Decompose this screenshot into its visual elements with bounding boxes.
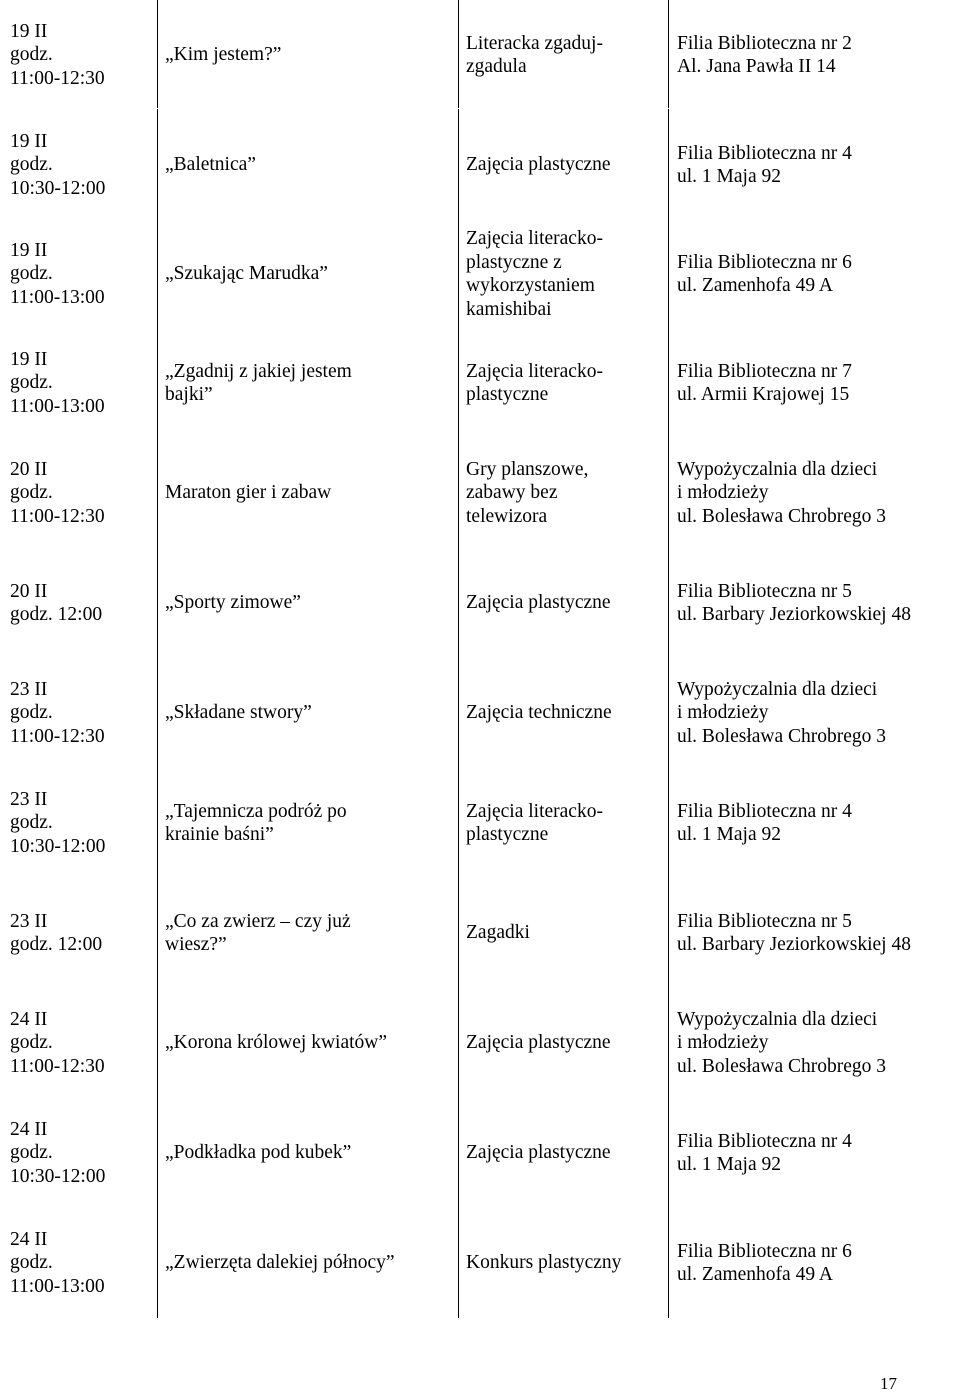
event-type-cell (466, 110, 666, 220)
event-title-line: „Sporty zimowe” (165, 592, 301, 614)
event-place-line: ul. Zamenhofa 49 A (677, 275, 833, 296)
time-line: 11:00-12:30 (10, 1055, 105, 1077)
date-line: 24 II (10, 1008, 48, 1030)
event-title-line: „Korona królowej kwiatów” (165, 1032, 388, 1054)
event-place-line: Filia Biblioteczna nr 5 (677, 580, 852, 602)
event-place-line: Filia Biblioteczna nr 4 (677, 1130, 852, 1152)
event-place-line: Filia Biblioteczna nr 5 (677, 910, 852, 932)
time-line: 11:00-13:00 (10, 395, 105, 417)
event-title-line: „Zwierzęta dalekiej północy” (165, 1252, 395, 1274)
event-type-line: Zajęcia plastyczne (466, 1032, 611, 1054)
event-title-line: bajki” (165, 384, 213, 405)
date-line: 23 II (10, 678, 48, 700)
table-row (0, 548, 960, 658)
event-place-line: Filia Biblioteczna nr 2 (677, 32, 852, 54)
event-place-cell (677, 328, 960, 438)
event-place-line: ul. Barbary Jeziorkowskiej 48 (677, 934, 911, 955)
event-type-line: Zajęcia plastyczne (466, 154, 611, 176)
event-type-cell (466, 1208, 666, 1318)
date-cell (10, 220, 140, 328)
event-place-line: i młodzieży (677, 1032, 769, 1054)
event-place-line: ul. Zamenhofa 49 A (677, 1264, 833, 1285)
event-type-cell (466, 548, 666, 658)
table-row (0, 110, 960, 220)
table-row (0, 0, 960, 110)
event-place-line: Filia Biblioteczna nr 4 (677, 800, 852, 822)
event-place-cell (677, 438, 960, 548)
table-row (0, 438, 960, 548)
date-cell (10, 110, 140, 220)
event-place-line: Wypożyczalnia dla dzieci (677, 1008, 878, 1030)
event-place-cell (677, 768, 960, 878)
hour-label: godz. (10, 1142, 53, 1164)
date-line: 23 II (10, 910, 48, 932)
time-line: 11:00-13:00 (10, 1275, 105, 1297)
table-row (0, 988, 960, 1098)
event-title-line: wiesz?” (165, 934, 227, 955)
event-place-line: Filia Biblioteczna nr 4 (677, 142, 852, 164)
time-line: 10:30-12:00 (10, 835, 106, 857)
table-row (0, 878, 960, 988)
event-type-cell (466, 438, 666, 548)
event-type-cell (466, 220, 666, 328)
event-place-line: Filia Biblioteczna nr 6 (677, 251, 852, 273)
date-cell (10, 658, 140, 768)
event-type-cell (466, 988, 666, 1098)
event-type-line: zabawy bez (466, 482, 558, 504)
event-type-line: plastyczne z (466, 251, 562, 273)
event-title-cell (165, 878, 445, 988)
event-place-line: i młodzieży (677, 482, 769, 504)
date-cell (10, 328, 140, 438)
event-title-line: „Baletnica” (165, 154, 256, 176)
event-title-cell (165, 1098, 445, 1208)
date-cell (10, 438, 140, 548)
event-type-line: Zajęcia techniczne (466, 702, 612, 724)
event-place-line: Filia Biblioteczna nr 7 (677, 360, 852, 382)
event-place-line: ul. Bolesława Chrobrego 3 (677, 725, 887, 747)
hour-label: godz. (10, 702, 53, 724)
event-type-line: Konkurs plastyczny (466, 1252, 622, 1274)
page-number: 17 (880, 1374, 897, 1393)
event-title-line: „Szukając Marudka” (165, 263, 328, 285)
event-place-line: Wypożyczalnia dla dzieci (677, 678, 878, 700)
date-cell (10, 548, 140, 658)
event-place-line: ul. Barbary Jeziorkowskiej 48 (677, 604, 911, 625)
date-line: 23 II (10, 788, 48, 810)
event-place-cell (677, 110, 960, 220)
event-place-line: ul. 1 Maja 92 (677, 1154, 781, 1175)
event-type-cell (466, 1098, 666, 1208)
event-place-cell (677, 658, 960, 768)
event-type-cell (466, 328, 666, 438)
table-row (0, 1098, 960, 1208)
date-line: 24 II (10, 1118, 48, 1140)
event-type-cell (466, 658, 666, 768)
event-place-line: ul. 1 Maja 92 (677, 166, 781, 187)
event-place-cell (677, 548, 960, 658)
event-place-line: Al. Jana Pawła II 14 (677, 56, 836, 77)
event-title-line: „Składane stwory” (165, 702, 312, 724)
hour-label: godz. 12:00 (10, 604, 103, 625)
event-type-line: plastyczne (466, 384, 549, 405)
event-title-line: Maraton gier i zabaw (165, 482, 332, 504)
event-type-line: Zajęcia plastyczne (466, 592, 611, 614)
hour-label: godz. (10, 1252, 53, 1274)
event-place-cell (677, 220, 960, 328)
time-line: 11:00-13:00 (10, 286, 105, 308)
event-type-cell (466, 0, 666, 110)
event-type-line: Zajęcia plastyczne (466, 1142, 611, 1164)
time-line: 11:00-12:30 (10, 67, 105, 89)
event-type-line: Gry planszowe, (466, 458, 589, 480)
event-type-line: Zajęcia literacko- (466, 228, 603, 249)
event-type-line: wykorzystaniem (466, 275, 595, 296)
time-line: 10:30-12:00 (10, 177, 106, 199)
event-type-line: Zajęcia literacko- (466, 360, 603, 382)
event-title-cell (165, 220, 445, 328)
event-title-line: „Tajemnicza podróż po (165, 800, 347, 822)
event-type-line: Literacka zgaduj- (466, 32, 603, 54)
event-title-cell (165, 548, 445, 658)
event-title-line: „Podkładka pod kubek” (165, 1142, 352, 1164)
date-line: 19 II (10, 130, 48, 152)
event-type-line: telewizora (466, 505, 548, 527)
event-place-cell (677, 988, 960, 1098)
date-cell (10, 1208, 140, 1318)
event-title-line: krainie baśni” (165, 824, 274, 845)
event-type-cell (466, 878, 666, 988)
date-cell (10, 988, 140, 1098)
hour-label: godz. (10, 812, 53, 834)
event-title-cell (165, 1208, 445, 1318)
table-row (0, 220, 960, 328)
event-place-cell (677, 878, 960, 988)
hour-label: godz. (10, 154, 53, 176)
date-line: 19 II (10, 20, 48, 42)
event-title-cell (165, 768, 445, 878)
date-line: 20 II (10, 580, 48, 602)
event-type-line: Zagadki (466, 922, 530, 944)
event-place-line: ul. 1 Maja 92 (677, 824, 781, 845)
date-line: 19 II (10, 348, 48, 370)
event-place-line: i młodzieży (677, 702, 769, 724)
event-title-cell (165, 988, 445, 1098)
time-line: 11:00-12:30 (10, 725, 105, 747)
date-line: 19 II (10, 239, 48, 261)
table-row (0, 658, 960, 768)
hour-label: godz. (10, 482, 53, 504)
event-type-cell (466, 768, 666, 878)
hour-label: godz. (10, 372, 53, 394)
hour-label: godz. (10, 44, 53, 66)
date-cell (10, 878, 140, 988)
event-place-line: Wypożyczalnia dla dzieci (677, 458, 878, 480)
event-type-line: zgadula (466, 56, 527, 77)
date-cell (10, 0, 140, 110)
event-type-line: kamishibai (466, 298, 552, 320)
event-place-line: ul. Armii Krajowej 15 (677, 384, 850, 405)
time-line: 10:30-12:00 (10, 1165, 106, 1187)
event-title-cell (165, 438, 445, 548)
event-place-cell (677, 1208, 960, 1318)
event-place-line: ul. Bolesława Chrobrego 3 (677, 1055, 887, 1077)
event-place-line: Filia Biblioteczna nr 6 (677, 1240, 852, 1262)
event-title-cell (165, 0, 445, 110)
time-line: 11:00-12:30 (10, 505, 105, 527)
hour-label: godz. (10, 1032, 53, 1054)
date-cell (10, 1098, 140, 1208)
event-title-cell (165, 328, 445, 438)
date-line: 24 II (10, 1228, 48, 1250)
event-place-cell (677, 1098, 960, 1208)
date-line: 20 II (10, 458, 48, 480)
event-title-line: „Co za zwierz – czy już (165, 910, 351, 932)
event-type-line: plastyczne (466, 824, 549, 845)
event-title-line: „Zgadnij z jakiej jestem (165, 360, 352, 382)
table-row (0, 328, 960, 438)
event-type-line: Zajęcia literacko- (466, 800, 603, 822)
event-place-line: ul. Bolesława Chrobrego 3 (677, 505, 887, 527)
hour-label: godz. 12:00 (10, 934, 103, 955)
event-title-cell (165, 658, 445, 768)
hour-label: godz. (10, 263, 53, 285)
table-row (0, 768, 960, 878)
event-title-line: „Kim jestem?” (165, 44, 282, 66)
event-title-cell (165, 110, 445, 220)
table-row (0, 1208, 960, 1318)
date-cell (10, 768, 140, 878)
event-place-cell (677, 0, 960, 110)
